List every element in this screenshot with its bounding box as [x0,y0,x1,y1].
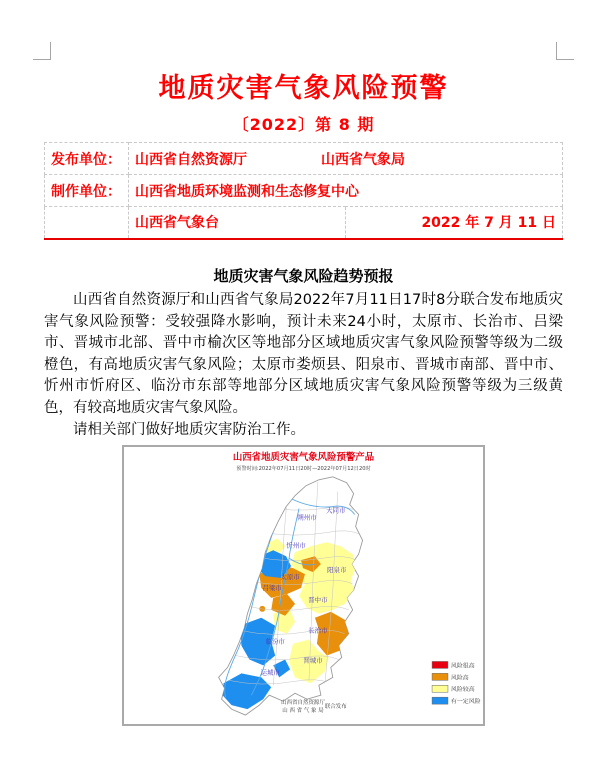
city-label-datong: 大同市 [326,506,346,515]
legend-label-very-high: 风险很高 [450,662,475,670]
table-row-produce [45,175,563,207]
table-row-issuer-date [45,207,563,239]
legend-swatch-very-high [432,661,448,668]
document-title: 地质灾害气象风险预警 [158,73,449,104]
city-label-shuozhou: 朔州市 [297,513,317,522]
city-label-xinzhou: 忻州市 [286,541,306,550]
issuer-org: 山西省气象台 [129,207,346,239]
risk-map-figure [122,445,485,726]
produce-unit-label: 制作单位： [45,175,129,207]
shanxi-risk-map [124,447,483,724]
map-attribution [281,698,347,714]
city-label-yangquan: 阳泉市 [327,566,347,575]
issuer-info-table [44,142,563,240]
body-text-block [44,290,563,441]
issue-date: 2022 年 7 月 11 日 [346,207,563,239]
margin-crop-mark-left [33,42,51,60]
empty-cell [45,207,129,239]
legend-swatch-some [432,697,448,704]
map-title: 山西省地质灾害气象风险预警产品 [232,451,375,463]
city-label-jincheng: 晋城市 [303,656,323,665]
city-label-jinzhong: 晋中市 [308,595,328,604]
paragraph-forecast: 山西省自然资源厅和山西省气象局2022年7月11日17时8分联合发布地质灾害气象风险预警：受较强降水影响，预计未来24小时，太原市、长治市、吕梁市、晋城市北部、晋中市榆次区等地部分区域地质灾害气象风险预警等级为二级橙色，有高地质灾害气象风险；太原市娄烦县、阳泉市、晋城市南部、晋中市、忻州市忻府区、临汾市东部等地部分区域地质灾害气象风险预警等级为三级黄色，有较高地质灾害气象风险。 [44,292,563,416]
legend-swatch-high [432,673,448,680]
document-issue-number: 〔2022〕第 8 期 [232,115,375,134]
table-row-publish [45,143,563,175]
map-subtitle: 预警时间:2022年07月11日20时—2022年07月12日20时 [236,465,371,472]
legend-label-high: 风险高 [450,674,469,682]
city-label-linfen: 临汾市 [265,637,285,646]
publish-org-1: 山西省自然资源厅 [135,151,247,168]
legend-label-medium: 风险较高 [450,686,475,694]
city-label-yuncheng: 运城市 [260,668,280,677]
publish-unit-value [129,143,563,175]
paragraph-advice: 请相关部门做好地质灾害防治工作。 [73,421,305,438]
publish-unit-label: 发布单位： [45,143,129,175]
legend-swatch-medium [432,685,448,692]
produce-unit-value: 山西省地质环境监测和生态修复中心 [129,175,563,207]
city-label-taiyuan: 太原市 [280,573,300,582]
legend-label-some: 有一定风险 [450,698,481,706]
attribution-line1: 山西省自然资源厅 [281,700,325,707]
city-label-lvliang: 吕梁市 [262,583,282,592]
margin-crop-mark-right [556,42,574,60]
map-legend [432,661,481,705]
attribution-suffix: 联合发布 [324,704,347,711]
attribution-line2: 山 西 省 气 象 局 [282,708,324,715]
publish-org-2: 山西省气象局 [321,151,405,168]
city-label-changzhi: 长治市 [308,626,328,635]
section-heading: 地质灾害气象风险趋势预报 [213,267,394,285]
